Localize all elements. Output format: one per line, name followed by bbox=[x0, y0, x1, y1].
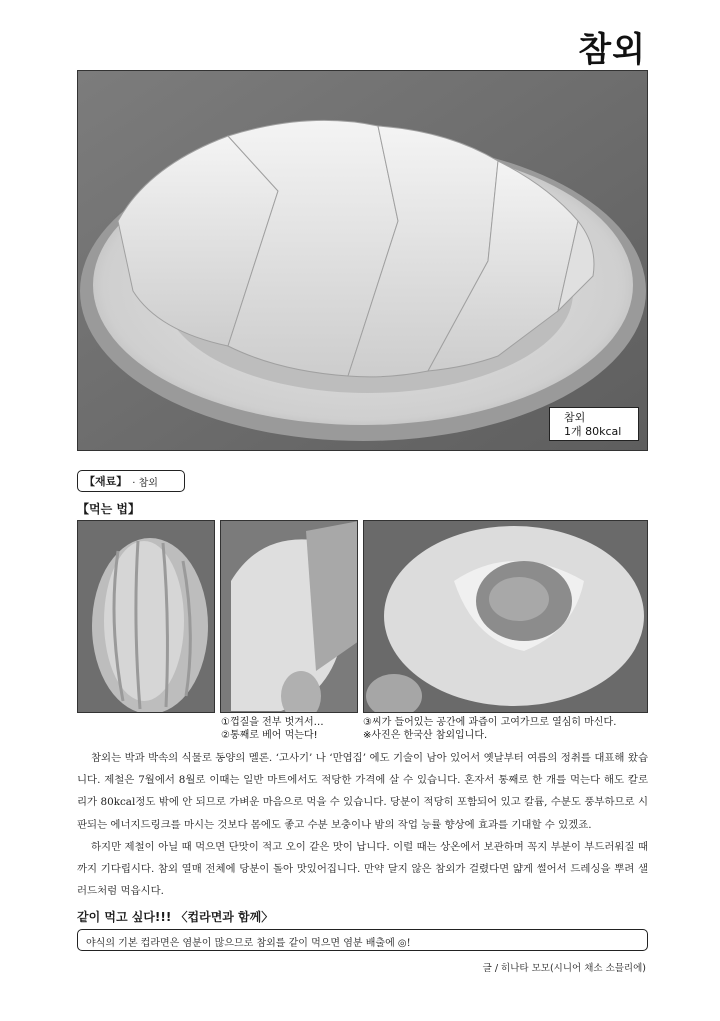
together-heading: 같이 먹고 싶다!!! 〈컵라면과 함께〉 bbox=[77, 910, 274, 924]
ingredient-label: 【재료】 bbox=[84, 475, 128, 488]
calorie-value: 1개 80kcal bbox=[564, 425, 622, 438]
calorie-box bbox=[549, 407, 639, 441]
step3-caption: ③씨가 들어있는 공간에 과즙이 고여가므로 열심히 마신다. bbox=[363, 717, 617, 728]
ingredient-value: · 참외 bbox=[132, 477, 158, 489]
sliced-melon-plate-image bbox=[78, 71, 648, 451]
calorie-name: 참외 bbox=[564, 411, 586, 424]
photo-note: ※사진은 한국산 참외입니다. bbox=[363, 730, 488, 741]
whole-melon-photo bbox=[77, 520, 215, 713]
body-paragraph-2: 하지만 제철이 아닐 때 먹으면 단맛이 적고 오이 같은 맛이 납니다. 이럴 때는 상온에서 보관하며 꼭지 부분이 부드러워질 때까지 기다립시다. 참외 열매 전체에 당분이 돌아 맛있어집니다. 만약 달지 않은 참외가 걸렸다면 얇게 썰어서 드레싱을 뿌려 샐러드처럼 먹읍시다. bbox=[77, 840, 648, 898]
howto-label: 【먹는 법】 bbox=[77, 502, 140, 516]
step1-caption: ①껍질을 전부 벗겨서… bbox=[221, 717, 324, 728]
article-body bbox=[77, 747, 648, 902]
step2-caption: ②통째로 베어 먹는다! bbox=[221, 730, 318, 741]
hero-photo bbox=[77, 70, 648, 451]
body-paragraph-1: 참외는 박과 박속의 식물로 동양의 멜론. ‘고사기’ 나 ‘만엽집’ 에도 기술이 남아 있어서 옛날부터 여름의 정취를 대표해 왔습니다. 제철은 7월에서 8월로 이때는 일반 마트에서도 적당한 가격에 살 수 있습니다. 혼자서 통째로 한 개를 먹는다 해도 칼로리가 80kcal정도 밖에 안 되므로 가벼운 마음으로 먹을 수 있습니다. 당분이 적당히 포함되어 있고 칼륨, 수분도 풍부하므로 시판되는 에너지드링크를 마시는 것보다 몸에도 좋고 수분 보충이나 밤의 작업 능률 향상에 효과를 기대할 수 있겠죠. bbox=[77, 752, 648, 831]
bitten-melon-photo bbox=[363, 520, 648, 713]
author-credit: 글 / 히나타 모모(시니어 채소 소믈리에) bbox=[482, 963, 646, 974]
page-title: 참외 bbox=[578, 30, 646, 70]
step-caption-3 bbox=[363, 716, 616, 742]
peeled-melon-photo bbox=[220, 520, 358, 713]
step-caption-1-2 bbox=[221, 716, 324, 742]
together-tip: 야식의 기본 컵라면은 염분이 많으므로 참외를 같이 먹으면 염분 배출에 ◎! bbox=[77, 929, 648, 951]
ingredient-box bbox=[77, 470, 185, 492]
